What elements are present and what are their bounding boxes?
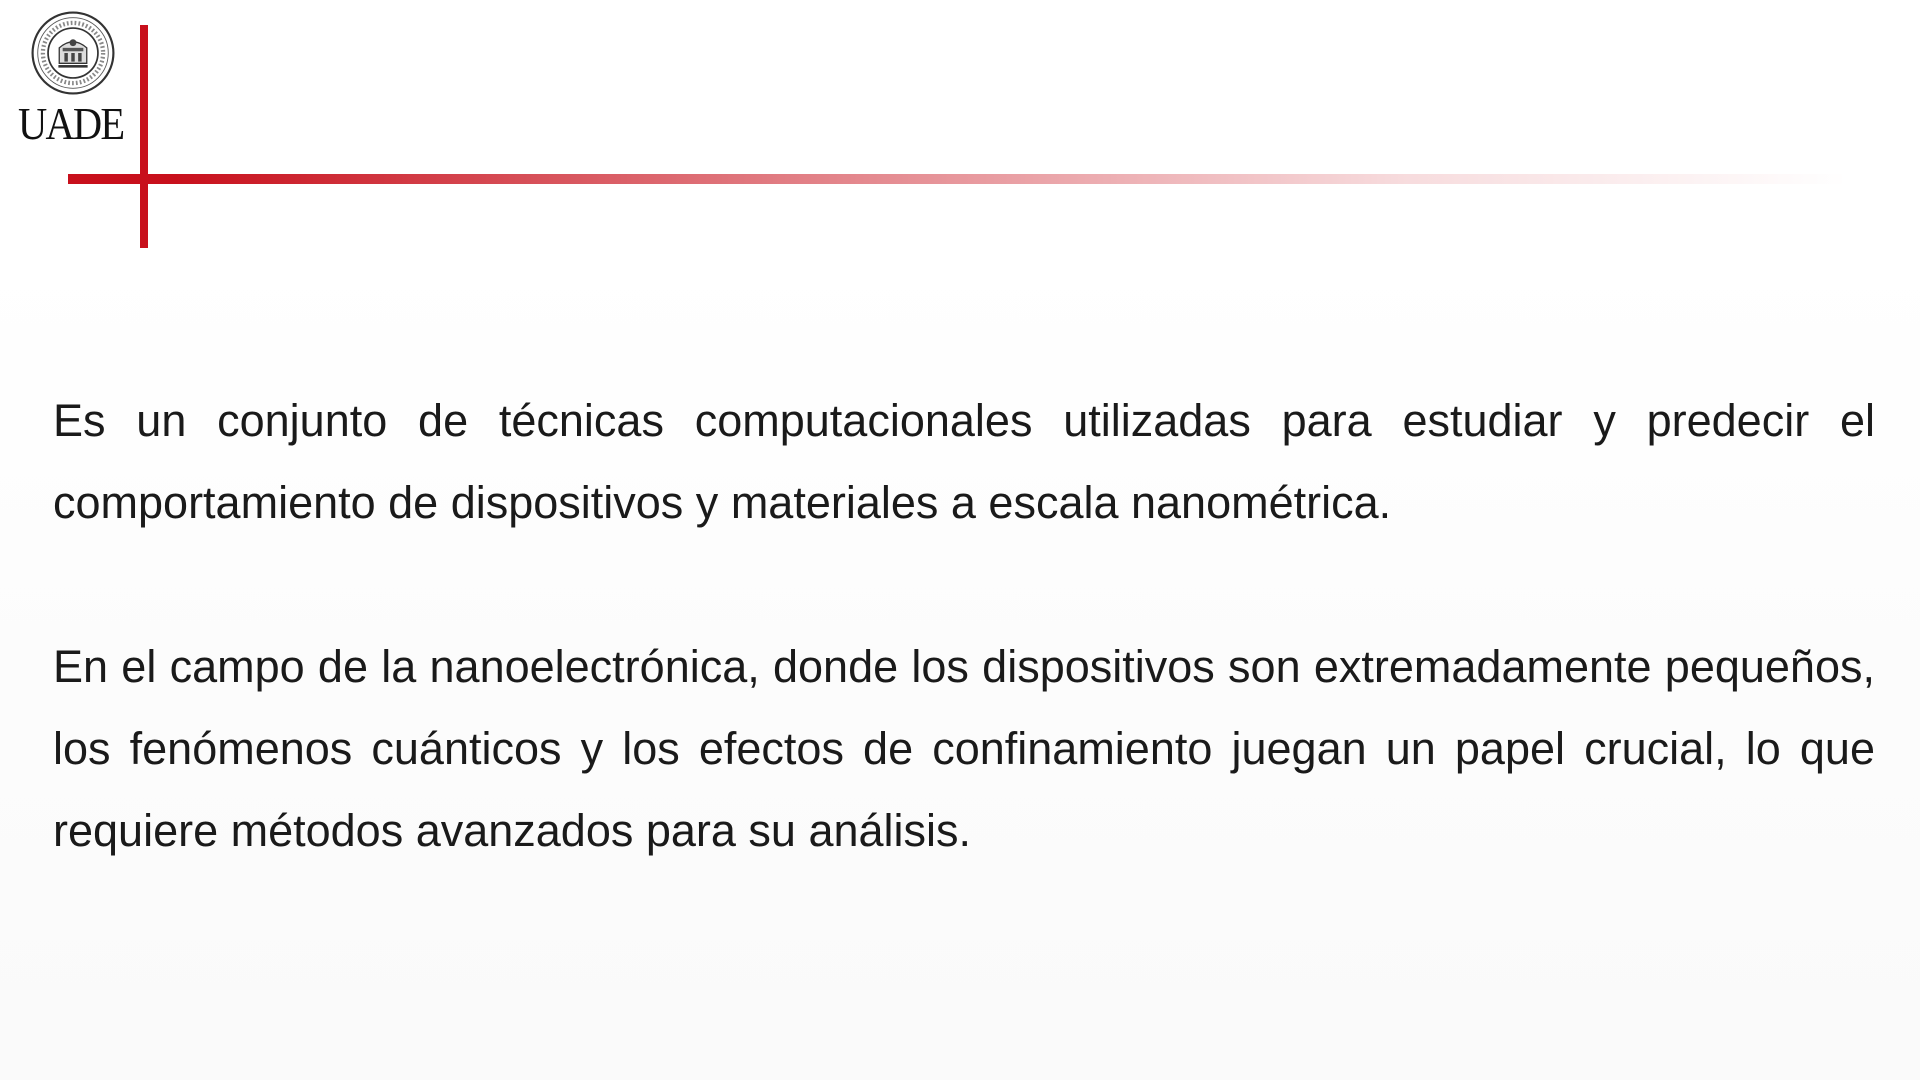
- vertical-red-rule: [140, 25, 148, 248]
- body-paragraph-2: En el campo de la nanoelectrónica, donde los dispositivos son extremadamente pequeños, los fenómenos cuánticos y los efectos de confinamiento juegan un papel crucial, lo que requiere métodos avanzados para su análisis.: [53, 641, 1875, 856]
- horizontal-red-gradient-rule: [68, 174, 1848, 184]
- uade-logo: [14, 8, 132, 148]
- uade-wordmark: UADE: [18, 99, 124, 149]
- slide-body: [53, 380, 1875, 872]
- body-paragraph-1: Es un conjunto de técnicas computacionales utilizadas para estudiar y predecir el comportamiento de dispositivos y materiales a escala nanométrica.: [53, 395, 1875, 528]
- university-seal-icon: [30, 10, 116, 96]
